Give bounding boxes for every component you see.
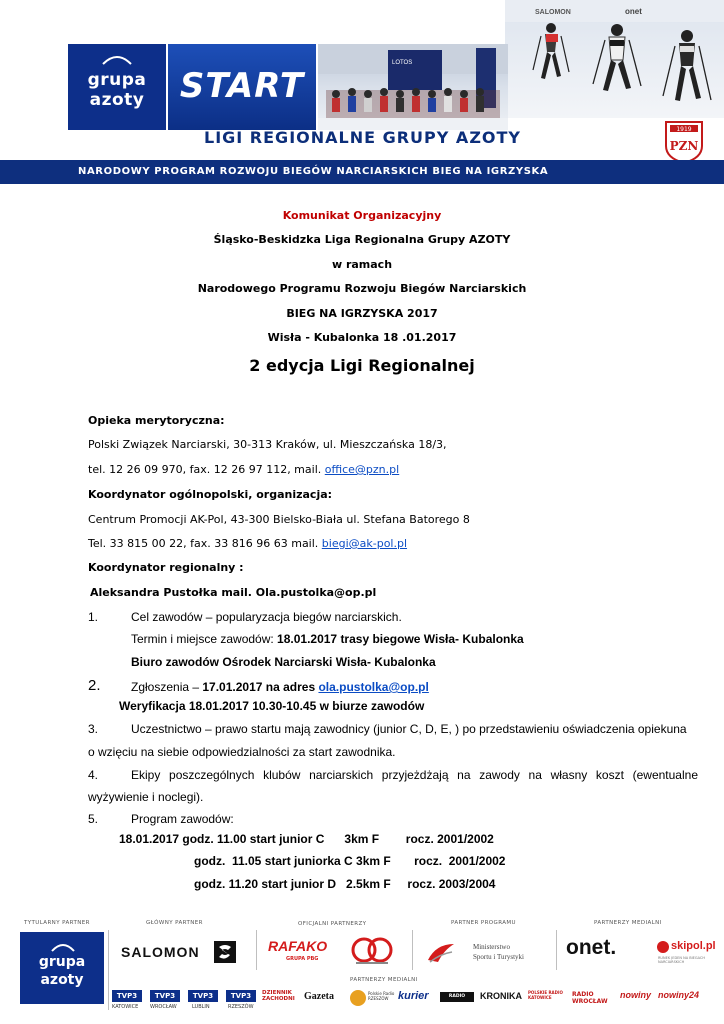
nowiny24-logo: nowiny24 [658, 990, 700, 1000]
header-banner [0, 0, 724, 184]
mass-start-photo [318, 44, 508, 130]
rafako-subtitle: GRUPA PBG [286, 956, 319, 962]
start-logo-text: START [179, 66, 305, 106]
skipol-subtitle: RUNEK JEDEN NA BIEGACH NARCIARSKICH [658, 956, 706, 964]
item1-text: Cel zawodów – popularyzacja biegów narciarskich. [131, 610, 402, 624]
item1-termin [131, 632, 524, 646]
koord-ogol-contact [88, 537, 407, 550]
footer-grupa-azoty-logo [20, 932, 104, 1004]
opieka-email-link[interactable]: office@pzn.pl [324, 463, 400, 476]
koord-ogol-contact-text: Tel. 33 815 00 22, fax. 33 816 96 63 mail. [88, 537, 322, 550]
koord-reg-line: Aleksandra Pustołka mail. Ola.pustolka@op.pl [90, 586, 377, 599]
koord-reg-label: Koordynator regionalny : [88, 561, 244, 574]
salomon-mark-icon [214, 941, 236, 963]
caption-programu: PARTNER PROGRAMU [451, 920, 516, 926]
tvp3-rzeszow-city: RZESZÓW [228, 1004, 254, 1010]
caption-medialni: PARTNERZY MEDIALNI [594, 920, 662, 926]
caption-glowny: GŁÓWNY PARTNER [146, 920, 203, 926]
item5-number: 5. [88, 812, 99, 826]
skipol-icon [657, 941, 669, 953]
tvp3-wroclaw-badge: TVP3 [150, 990, 180, 1002]
grupa-azoty-logo [68, 44, 166, 130]
item3-number: 3. [88, 722, 99, 736]
w-ramach-heading: w ramach [331, 258, 393, 271]
komunikat-heading: Komunikat Organizacyjny [282, 209, 442, 222]
kronika-logo: KRONIKA [480, 991, 522, 1001]
footer-divider [556, 930, 557, 970]
ministerstwo-line1: Ministerstwo [473, 943, 510, 951]
program-row-2: godz. 11.05 start juniorka C 3km F rocz. 2001/2002 [194, 854, 506, 868]
salomon-banner-text: SALOMON [535, 9, 571, 16]
tvp3-rzeszow-badge: TVP3 [226, 990, 256, 1002]
onet-banner-text: onet [625, 7, 642, 16]
tvp3-lublin-badge: TVP3 [188, 990, 218, 1002]
pzn-letters: PZN [669, 139, 699, 153]
opieka-contact [88, 463, 399, 476]
program-bar [0, 160, 724, 184]
pzn-logo [664, 120, 704, 164]
tvp3-lublin-city: LUBLIN [192, 1004, 210, 1010]
dziennik-zachodni-logo: DZIENNIK ZACHODNI [262, 990, 295, 1002]
item1-termin-value: 18.01.2017 trasy biegowe Wisła- Kubalonka [277, 632, 524, 646]
onet-logo: onet. [566, 936, 617, 959]
salomon-logo: SALOMON [121, 944, 200, 960]
item2-email-link[interactable]: ola.pustolka@op.pl [318, 680, 429, 694]
logo-text-grupa: grupa [87, 70, 147, 90]
footer-azoty-grupa: grupa [38, 954, 86, 970]
program-bar-text: NARODOWY PROGRAM ROZWOJU BIEGÓW NARCIARSKICH BIEG NA IGRZYSKA [78, 166, 549, 177]
caption-tytularny: TYTULARNY PARTNER [24, 920, 90, 926]
item2-number: 2. [88, 677, 101, 694]
item1-biuro: Biuro zawodów Ośrodek Narciarski Wisła- Kubalonka [131, 655, 436, 669]
item3-line1: Uczestnictwo – prawo startu mają zawodnicy (junior C, D, E, ) po przedstawieniu oświadczenia opiekuna [131, 722, 687, 736]
start-logo [168, 44, 316, 130]
item2-label: Zgłoszenia – [131, 680, 203, 694]
item5-text: Program zawodów: [131, 812, 234, 826]
footer-azoty-azoty: azoty [40, 972, 84, 988]
caption-oficjalni: OFICJALNI PARTNERZY [298, 921, 367, 927]
koord-ogol-email-link[interactable]: biegi@ak-pol.pl [321, 537, 408, 550]
logo-text-azoty: azoty [89, 90, 145, 110]
skiers-race-photo [505, 0, 724, 118]
item4-line2: wyżywienie i noclegi). [88, 790, 204, 804]
radio-wroclaw-logo: RADIO WROCŁAW [572, 991, 608, 1005]
footer-divider [108, 930, 109, 1010]
edycja-heading: 2 edycja Ligi Regionalnej [249, 356, 475, 375]
gazeta-logo: Gazeta [304, 991, 334, 1002]
polskie-radio-rzeszow-logo: Polskie Radio RZESZÓW [368, 991, 395, 1001]
footer-divider [412, 930, 413, 970]
ligi-regionalne-title: LIGI REGIONALNE GRUPY AZOTY [204, 128, 522, 147]
tvp3-katowice-badge: TVP3 [112, 990, 142, 1002]
koord-ogol-label: Koordynator ogólnopolski, organizacja: [88, 488, 333, 501]
program-heading: Narodowego Programu Rozwoju Biegów Narciarskich [197, 282, 527, 295]
opieka-contact-text: tel. 12 26 09 970, fax. 12 26 97 112, mail. [88, 463, 325, 476]
item4-line1: Ekipy poszczególnych klubów narciarskich przyjeżdżają na zawody na własny koszt (ewentualne [131, 768, 698, 782]
opieka-address: Polski Związek Narciarski, 30-313 Kraków, ul. Mieszczańska 18/3, [88, 438, 447, 451]
caption-medialni-2: PARTNERZY MEDIALNI [350, 977, 418, 983]
footer-divider [256, 930, 257, 970]
item2-date: 17.01.2017 na adres [202, 680, 319, 694]
nowiny-logo: nowiny [620, 990, 651, 1000]
liga-heading: Śląsko-Beskidzka Liga Regionalna Grupy AZOTY [213, 233, 511, 246]
opieka-label: Opieka merytoryczna: [88, 414, 225, 427]
tvp3-wroclaw-city: WROCŁAW [150, 1004, 177, 1010]
koord-ogol-address: Centrum Promocji AK-Pol, 43-300 Bielsko-Biała ul. Stefana Batorego 8 [88, 513, 470, 526]
kurier-logo: kurier [398, 990, 429, 1002]
radio-lublin-logo: RADIO LUBLIN [440, 992, 474, 1002]
polskie-radio-katowice-logo: POLSKIE RADIO KATOWICE [528, 990, 563, 1000]
item4-number: 4. [88, 768, 99, 782]
pzn-year: 1919 [676, 126, 692, 133]
rafako-logo: RAFAKO [268, 938, 328, 954]
skipol-logo: skipol.pl [671, 940, 716, 952]
official-partner-circle-logo [350, 936, 394, 970]
program-row-1: 18.01.2017 godz. 11.00 start junior C 3km F rocz. 2001/2002 [119, 832, 494, 846]
item1-number: 1. [88, 610, 99, 624]
item1-termin-label: Termin i miejsce zawodów: [131, 632, 278, 646]
tvp3-katowice-city: KATOWICE [112, 1004, 139, 1010]
miejsce-heading: Wisła - Kubalonka 18 .01.2017 [267, 331, 457, 344]
program-row-3: godz. 11.20 start junior D 2.5km F rocz. 2003/2004 [194, 877, 496, 891]
bieg-heading: BIEG NA IGRZYSKA 2017 [286, 307, 438, 320]
item3-line2: o wzięciu na siebie odpowiedzialności za start zawodnika. [88, 745, 396, 759]
lotos-banner-text: LOTOS [392, 60, 413, 66]
item2-text [131, 680, 429, 694]
item2-weryfikacja: Weryfikacja 18.01.2017 10.30-10.45 w biurze zawodów [119, 699, 425, 713]
ministerstwo-line2: Sportu i Turystyki [473, 953, 524, 961]
polskie-radio-rzeszow-icon [350, 990, 366, 1006]
ministerstwo-emblem-icon [426, 940, 456, 970]
